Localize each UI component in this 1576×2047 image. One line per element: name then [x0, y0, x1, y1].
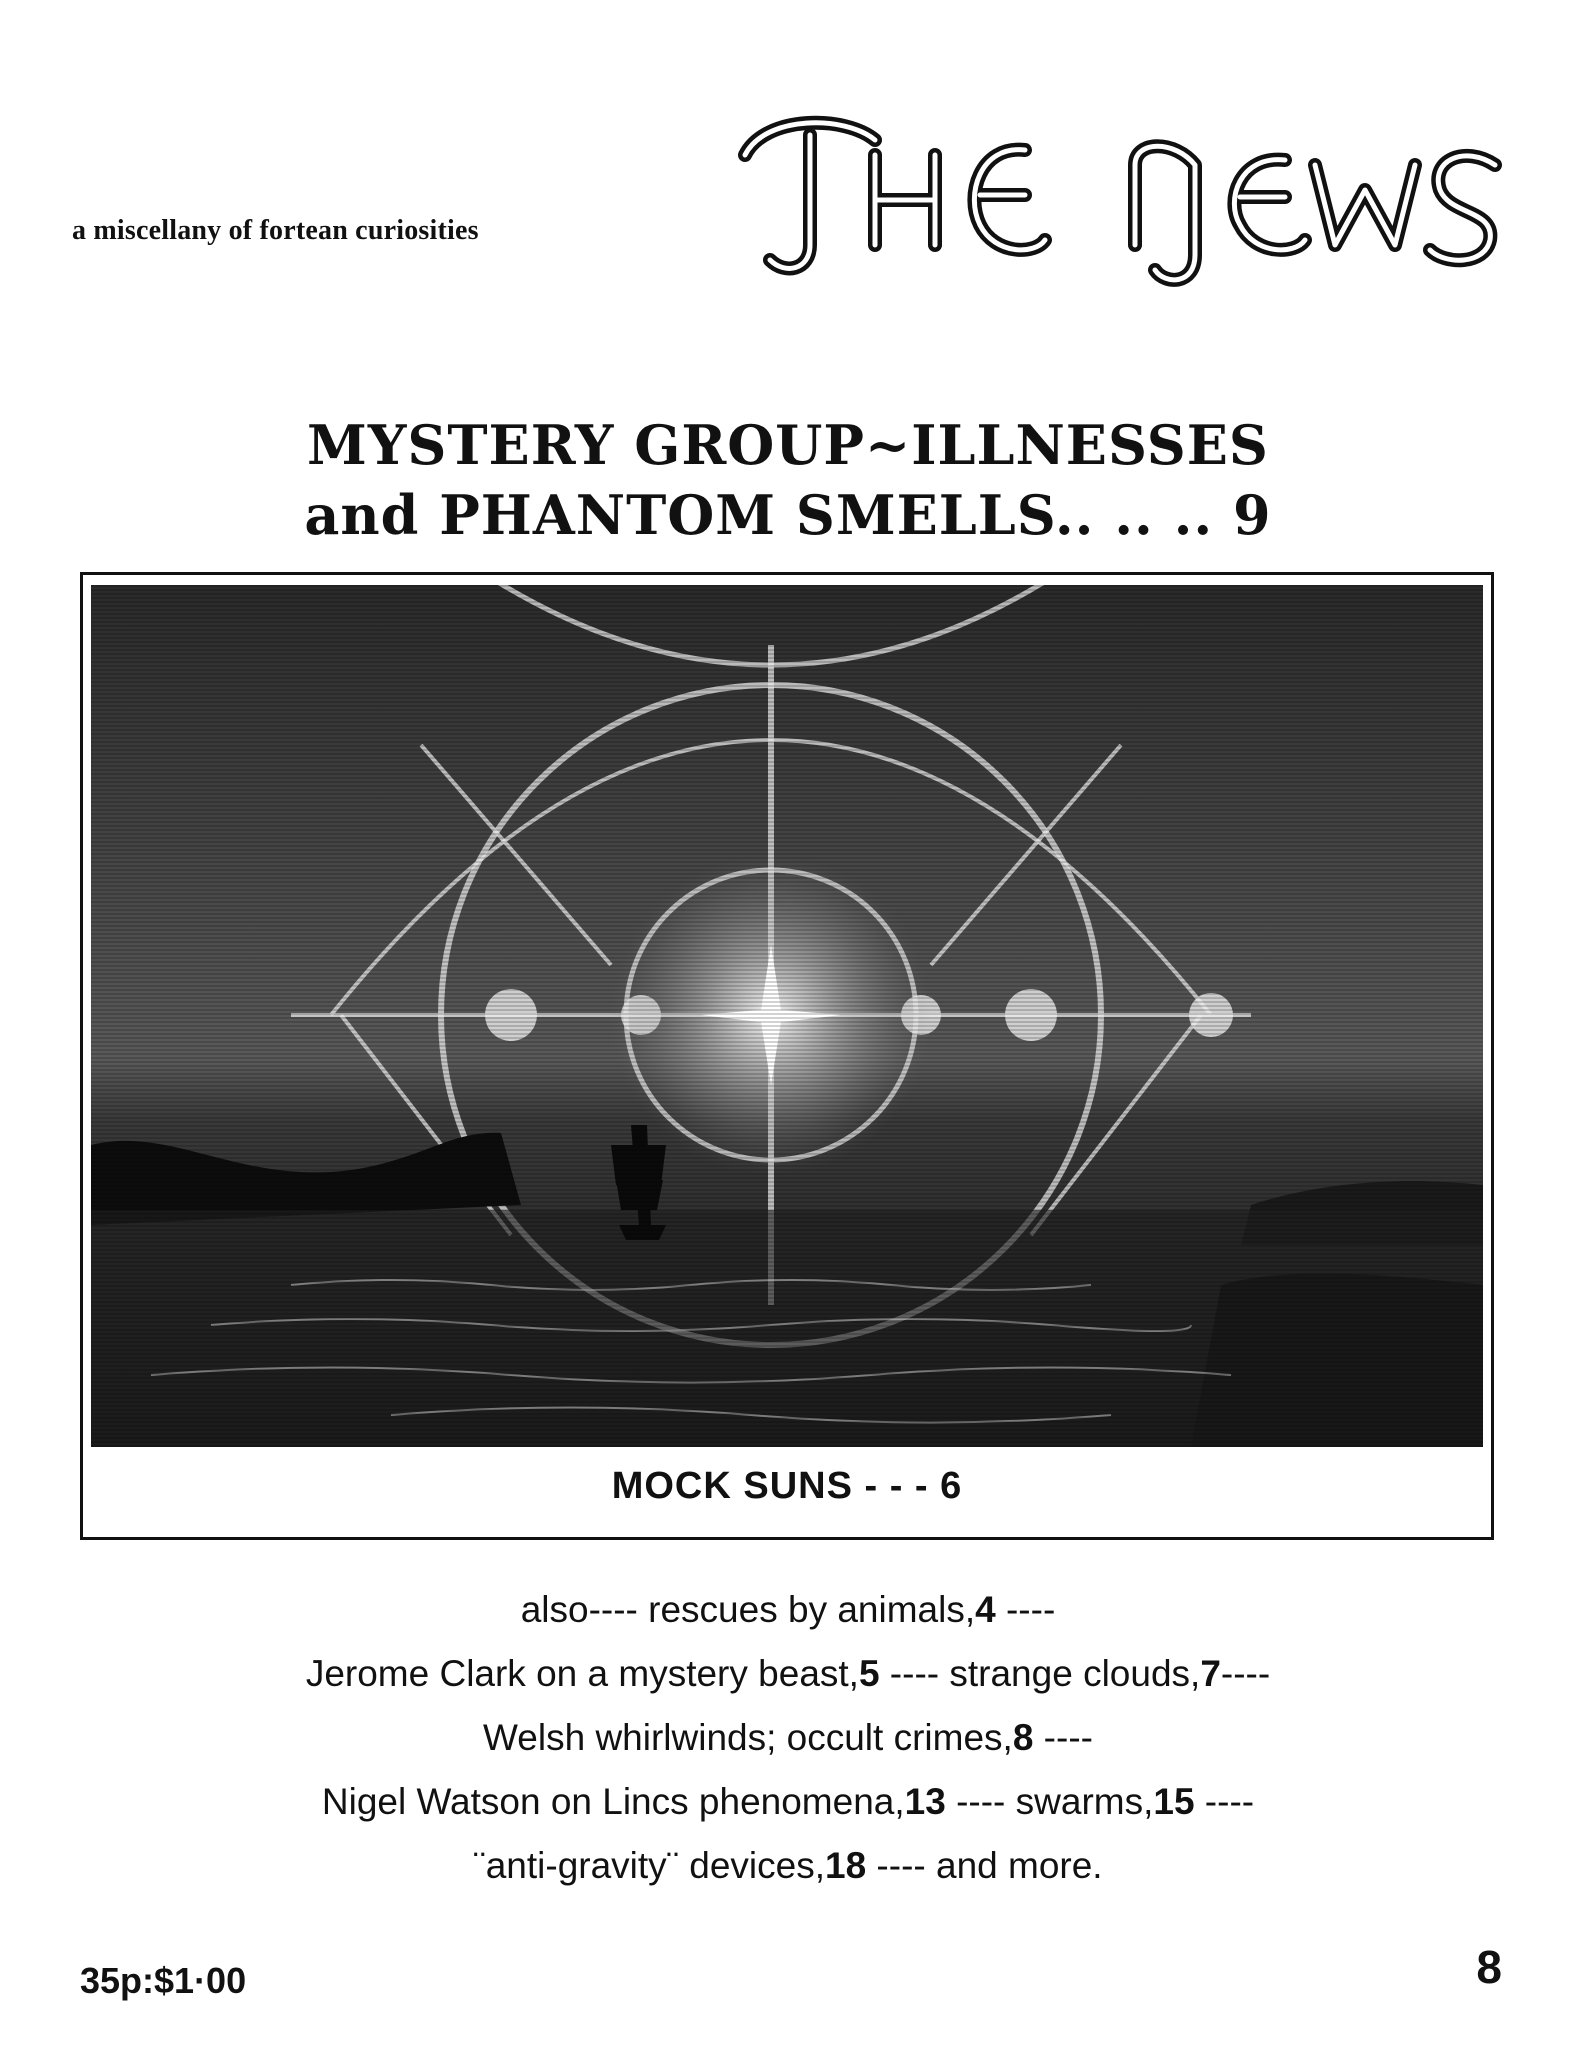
also-line [0, 1834, 1576, 1898]
also-contents [0, 1578, 1576, 1898]
also-text: Welsh whirlwinds; occult crimes, [483, 1717, 1013, 1758]
also-text: also---- rescues by animals, [520, 1589, 976, 1630]
page-reference: 18 [825, 1845, 867, 1886]
also-line [0, 1706, 1576, 1770]
page-reference: 13 [904, 1781, 946, 1822]
illustration-frame [80, 572, 1494, 1540]
page-reference: 15 [1153, 1781, 1195, 1822]
also-text: ¨anti-gravity¨ devices, [473, 1845, 825, 1886]
also-line [0, 1578, 1576, 1642]
also-text: ---- [1033, 1717, 1093, 1758]
masthead-logo [725, 95, 1505, 295]
issue-number: 8 [1476, 1941, 1502, 1993]
also-text: ---- strange clouds, [879, 1653, 1201, 1694]
also-text: ---- [1194, 1781, 1255, 1822]
headline [0, 410, 1576, 550]
also-line [0, 1642, 1576, 1706]
also-line [0, 1770, 1576, 1834]
headline-line-2: and PHANTOM SMELLS.. .. .. 9 [304, 483, 1272, 547]
tagline: a miscellany of fortean curiosities [72, 215, 479, 246]
also-text: ---- and more. [866, 1845, 1103, 1886]
also-text: ---- swarms, [945, 1781, 1154, 1822]
also-text: ---- [995, 1589, 1056, 1630]
page-reference: 7 [1200, 1653, 1221, 1694]
also-text: ---- [1220, 1653, 1271, 1694]
also-text: Nigel Watson on Lincs phenomena, [321, 1781, 905, 1822]
page-reference: 8 [1012, 1717, 1034, 1758]
page-reference: 5 [858, 1653, 880, 1694]
page-reference: 4 [975, 1589, 996, 1630]
price: 35p:$1·00 [80, 1960, 247, 2001]
mock-suns-engraving [91, 585, 1483, 1447]
illustration-caption: MOCK SUNS - - - 6 [611, 1465, 963, 1507]
also-text: Jerome Clark on a mystery beast, [305, 1653, 859, 1694]
headline-line-1: MYSTERY GROUP~ILLNESSES [307, 413, 1269, 477]
